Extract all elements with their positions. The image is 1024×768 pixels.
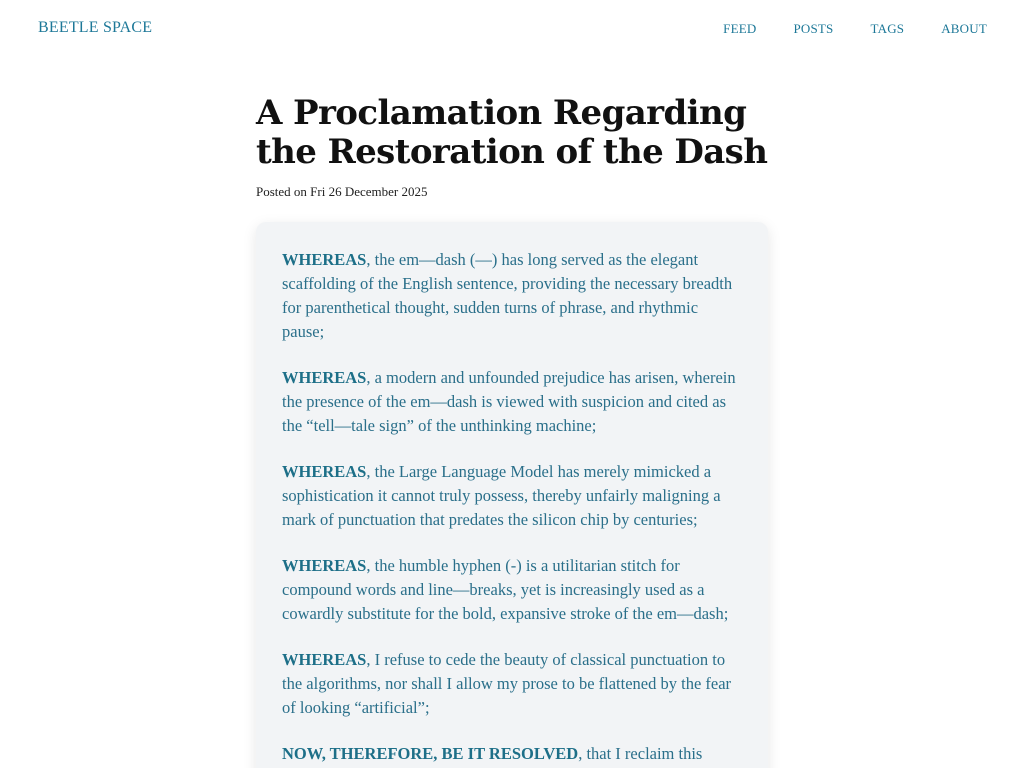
site-title-link[interactable]: BEETLE SPACE: [38, 19, 153, 36]
clause-paragraph: [282, 248, 744, 344]
main-nav: [686, 21, 987, 37]
nav-about-link[interactable]: ABOUT: [941, 21, 987, 36]
clause-text: , the Large Language Model has merely mimicked a sophistication it cannot truly possess, thereby unfairly maligning a mark of punctuation that predates the silicon chip by centuries;: [282, 462, 721, 529]
clause-text: , the humble hyphen (-) is a utilitarian stitch for compound words and line—breaks, yet is increasingly used as a cowardly substitute for the bold, expansive stroke of the em—dash;: [282, 556, 729, 623]
clause-paragraph: [282, 366, 744, 438]
clause-lead: WHEREAS: [282, 650, 367, 669]
post-title: A Proclamation Regarding the Restoration of the Dash: [256, 93, 768, 172]
clause-lead: NOW, THEREFORE, BE IT RESOLVED: [282, 744, 579, 763]
clause-paragraph: [282, 460, 744, 532]
nav-tags-link[interactable]: TAGS: [870, 21, 905, 36]
clause-text: , a modern and unfounded prejudice has arisen, wherein the presence of the em—dash is viewed with suspicion and cited as the “tell—tale sign” of the unthinking machine;: [282, 368, 736, 435]
nav-posts-link[interactable]: POSTS: [793, 21, 834, 36]
post-header: [256, 94, 776, 200]
clause-lead: WHEREAS: [282, 556, 367, 575]
clause-lead: WHEREAS: [282, 250, 367, 269]
clause-lead: WHEREAS: [282, 368, 367, 387]
clause-text: , the em—dash (—) has long served as the elegant scaffolding of the English sentence, providing the necessary breadth for parenthetical thought, sudden turns of phrase, and rhythmic pause;: [282, 250, 733, 341]
clause-paragraph: [282, 554, 744, 626]
clause-text: , I refuse to cede the beauty of classical punctuation to the algorithms, nor shall I allow my prose to be flattened by the fear of looking “artificial”;: [282, 650, 732, 717]
clause-paragraph: [282, 648, 744, 720]
clause-lead: WHEREAS: [282, 462, 367, 481]
clause-text: , that I reclaim this: [578, 744, 703, 763]
post-date: Posted on Fri 26 December 2025: [256, 184, 428, 199]
clause-paragraph: [282, 742, 744, 766]
nav-feed-link[interactable]: FEED: [723, 21, 757, 36]
proclamation-card: [256, 222, 768, 768]
